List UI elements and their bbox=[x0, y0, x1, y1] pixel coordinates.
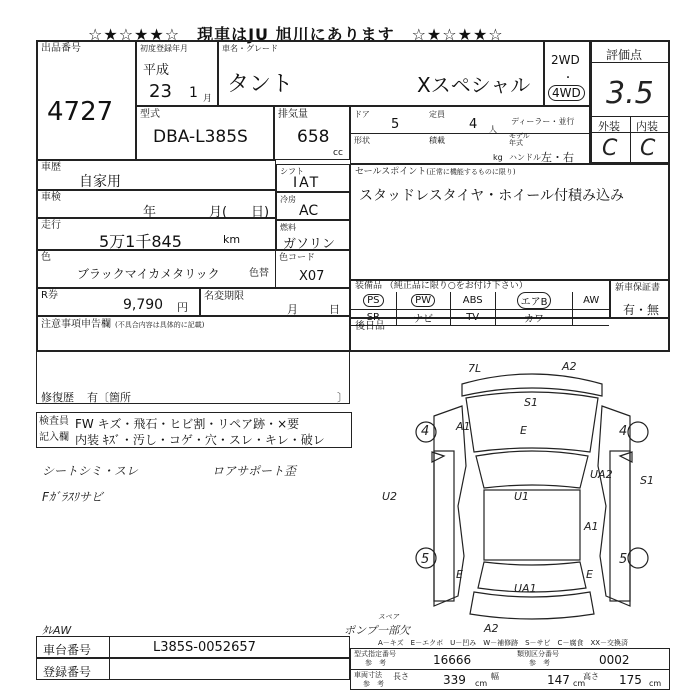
equip-tv: TV bbox=[450, 310, 495, 326]
guarantee-value: 有・無 bbox=[623, 303, 660, 317]
doors-label: ドア bbox=[354, 110, 370, 119]
model-year-label: モデル 年式 bbox=[509, 132, 530, 147]
model-label: 型式 bbox=[140, 109, 160, 120]
size-h-value: 175 bbox=[619, 673, 642, 687]
equip-aw: AW bbox=[573, 292, 609, 310]
color-swap-label: 色替 bbox=[249, 268, 269, 279]
registration-month-unit: 月 bbox=[203, 94, 213, 104]
history-box bbox=[36, 160, 276, 190]
chassis-label: 車台番号 bbox=[43, 643, 92, 657]
equipment-label: 装備品 （純正品に限り○をお付け下さい） bbox=[355, 281, 528, 291]
mark-5-right: 5 bbox=[619, 552, 628, 567]
mark-ua1: UA1 bbox=[514, 582, 537, 595]
mark-s1-hood: S1 bbox=[524, 396, 538, 409]
lot-box bbox=[36, 40, 136, 160]
mark-s1-side: S1 bbox=[640, 474, 654, 487]
fuel-label: 燃料 bbox=[280, 223, 296, 232]
size-len-label: 長さ bbox=[393, 672, 409, 681]
shift-label: シフト bbox=[280, 167, 304, 176]
doors-value: 5 bbox=[391, 117, 400, 132]
score-int: C bbox=[640, 136, 656, 161]
inspector-row-2: 内装 ｷｽﾞ・汚し・コゲ・穴・スレ・キレ・破レ bbox=[75, 433, 325, 447]
ref-type-value: 16666 bbox=[433, 653, 472, 667]
history-label: 車歴 bbox=[41, 162, 61, 173]
shift-value: IAT bbox=[293, 175, 321, 191]
inspection-year-unit: 年 bbox=[143, 205, 157, 220]
chassis-value: L385S-0052657 bbox=[153, 640, 256, 655]
drive-4wd-circled: 4WD bbox=[548, 85, 585, 101]
fuel-value: ガソリン bbox=[283, 237, 336, 252]
registration-label: 初度登録年月 bbox=[140, 44, 188, 53]
size-sub: 参 考 bbox=[363, 680, 384, 688]
score-ext: C bbox=[602, 136, 618, 161]
size-w-value: 147 bbox=[547, 673, 570, 687]
mark-e-right-rear: E bbox=[586, 568, 593, 581]
size-h-label: 高さ bbox=[583, 672, 599, 681]
equip-airbag: エアB bbox=[495, 292, 573, 310]
handwritten-note-pump: ポンプ一部欠 bbox=[344, 624, 410, 637]
inspection-day-unit: 日) bbox=[251, 205, 270, 220]
history-value: 自家用 bbox=[79, 174, 121, 190]
equip-abs: ABS bbox=[450, 292, 495, 310]
spec-box bbox=[350, 106, 590, 164]
handle-value: 左・右 bbox=[541, 151, 574, 164]
recycle-box bbox=[36, 288, 200, 316]
sales-box bbox=[350, 164, 670, 280]
notes-label-sub: (不具合内容は具体的に記載) bbox=[115, 321, 205, 329]
color-code-label: 色コード bbox=[279, 253, 316, 263]
drive-sep: ・ bbox=[563, 73, 573, 84]
ref-cat-sub: 参 考 bbox=[529, 659, 550, 667]
equip-ps: PS bbox=[351, 292, 396, 310]
load-label: 積載 bbox=[429, 136, 445, 145]
displacement-unit: cc bbox=[333, 148, 343, 158]
color-box bbox=[36, 250, 350, 288]
ref-cat-value: 0002 bbox=[599, 653, 630, 667]
inspector-box bbox=[36, 412, 352, 448]
recycle-value: 9,790 bbox=[123, 297, 164, 313]
handle-label: ハンドル bbox=[509, 153, 541, 162]
later-label: 後日品 bbox=[355, 321, 385, 332]
inspection-label: 車検 bbox=[41, 192, 61, 203]
dealer-label: ディーラー・並行 bbox=[511, 117, 575, 126]
size-h-unit: cm bbox=[649, 679, 662, 688]
handwritten-note-aw: ﾀﾚAW bbox=[42, 624, 72, 637]
later-box bbox=[350, 318, 670, 352]
score-value: 3.5 bbox=[606, 76, 654, 111]
equip-pw: PW bbox=[396, 292, 450, 310]
mark-a2-top: A2 bbox=[562, 360, 577, 373]
aircon-box bbox=[276, 192, 350, 220]
capacity-value: 4 bbox=[469, 117, 478, 132]
shape-label: 形状 bbox=[354, 136, 370, 145]
score-int-label: 内装 bbox=[636, 120, 658, 133]
size-label: 車両寸法 bbox=[354, 671, 382, 679]
color-label: 色 bbox=[41, 252, 51, 263]
ref-cat-label: 類別区分番号 bbox=[517, 650, 559, 658]
notes-box bbox=[36, 316, 350, 404]
score-label: 評価点 bbox=[606, 48, 643, 62]
mark-a1-right: A1 bbox=[584, 520, 599, 533]
inspection-box bbox=[36, 190, 276, 218]
car-box bbox=[218, 40, 544, 106]
lot-label: 出品番号 bbox=[41, 43, 81, 54]
ref-box bbox=[350, 648, 670, 690]
mark-4-right: 4 bbox=[619, 424, 628, 439]
aircon-value: AC bbox=[299, 203, 319, 219]
transfer-box bbox=[200, 288, 350, 316]
drive-box bbox=[544, 40, 590, 106]
mark-ua2: UA2 bbox=[590, 468, 613, 481]
mark-spare: スペア bbox=[378, 613, 399, 621]
car-label: 車名・グレード bbox=[222, 44, 278, 53]
equip-leather: カワ bbox=[495, 310, 573, 326]
equipment-box bbox=[350, 280, 610, 325]
color-code: X07 bbox=[299, 269, 325, 284]
mileage-unit: km bbox=[223, 233, 241, 246]
color-value: ブラックマイカメタリック bbox=[77, 267, 220, 281]
header-banner: ☆★☆★★☆ 現車はJU 旭川にあります ☆★☆★★☆ bbox=[88, 25, 504, 44]
reg-no-label: 登録番号 bbox=[43, 665, 92, 679]
sales-value: スタッドレスタイヤ・ホイール付積み込み bbox=[359, 188, 625, 204]
recycle-label: R券 bbox=[41, 290, 58, 301]
fuel-box bbox=[276, 220, 350, 250]
mark-e-front: E bbox=[520, 424, 527, 437]
capacity-unit: 人 bbox=[489, 125, 497, 134]
sales-label-text: セールスポイント bbox=[355, 167, 427, 177]
damage-legend: A－キズ E－エクボ U－凹み W－補修跡 S－サビ C－腐食 XX－交換済 bbox=[378, 639, 629, 647]
sales-label-sub: (正常に機能するものに限り) bbox=[426, 168, 516, 176]
equip-navi: ナビ bbox=[396, 310, 450, 326]
chassis-box bbox=[36, 636, 350, 658]
inspector-row-1: FW キズ・飛石・ヒビ割・リペア跡・×要 bbox=[75, 417, 300, 431]
repair-value: 有〔箇所 bbox=[87, 391, 131, 404]
registration-year: 23 bbox=[149, 81, 172, 102]
recycle-unit: 円 bbox=[177, 301, 188, 314]
transfer-label: 名変期限 bbox=[204, 291, 244, 302]
ref-type-sub: 参 考 bbox=[365, 659, 386, 667]
score-box bbox=[590, 40, 670, 164]
mileage-value: 5万1千845 bbox=[99, 232, 182, 251]
equip-sr: SR bbox=[351, 310, 396, 326]
notes-label bbox=[41, 320, 204, 330]
transfer-day-unit: 日 bbox=[329, 303, 340, 316]
inspector-label-1: 検査員 bbox=[39, 416, 69, 427]
mark-5-left: 5 bbox=[421, 552, 430, 567]
handwritten-note-seat: シートシミ・スレ bbox=[42, 464, 139, 478]
handwritten-note-support: ロアサポート歪 bbox=[212, 464, 297, 478]
ref-type-label: 型式指定番号 bbox=[354, 650, 396, 658]
drive-2wd: 2WD bbox=[551, 53, 580, 67]
capacity-label: 定員 bbox=[429, 110, 445, 119]
repair-close: 〕 bbox=[337, 391, 348, 404]
mark-u2: U2 bbox=[382, 490, 398, 503]
shift-box bbox=[276, 164, 350, 192]
guarantee-box bbox=[610, 280, 670, 318]
car-name: タント bbox=[227, 72, 294, 97]
displacement-box bbox=[274, 106, 350, 160]
displacement-value: 658 bbox=[297, 127, 330, 147]
model-value: DBA-L385S bbox=[153, 127, 248, 147]
inspector-label-2: 記入欄 bbox=[39, 432, 69, 443]
mark-a1-fender: A1 bbox=[456, 420, 471, 433]
inspection-month-unit: 月( bbox=[209, 205, 228, 220]
reg-no-box bbox=[36, 658, 350, 680]
registration-era: 平成 bbox=[143, 63, 170, 78]
car-grade: Xスペシャル bbox=[417, 73, 531, 97]
size-len-value: 339 bbox=[443, 673, 466, 687]
mark-u1-roof: U1 bbox=[514, 490, 530, 503]
mark-e-left-rear: E bbox=[456, 568, 463, 581]
lot-number: 4727 bbox=[47, 97, 114, 127]
repair-label: 修復歴 bbox=[41, 391, 74, 404]
mark-4-left: 4 bbox=[421, 424, 430, 439]
size-w-label: 幅 bbox=[491, 672, 499, 681]
mileage-label: 走行 bbox=[41, 220, 61, 231]
notes-label-text: 注意事項申告欄 bbox=[41, 319, 111, 330]
aircon-label: 冷房 bbox=[280, 195, 296, 204]
mileage-box bbox=[36, 218, 276, 250]
displacement-label: 排気量 bbox=[278, 109, 308, 120]
drive-4wd bbox=[548, 85, 585, 101]
load-unit: kg bbox=[493, 153, 503, 162]
guarantee-label: 新車保証書 bbox=[615, 283, 661, 293]
registration-box bbox=[136, 40, 218, 106]
mark-7l: 7L bbox=[468, 362, 482, 375]
transfer-month-unit: 月 bbox=[287, 303, 298, 316]
sales-label bbox=[355, 168, 516, 177]
model-box bbox=[136, 106, 274, 160]
registration-month: 1 bbox=[189, 85, 198, 101]
mark-a2-rear: A2 bbox=[484, 622, 499, 635]
handwritten-note-glass: Fｶﾞﾗｽﾘサビ bbox=[42, 490, 103, 504]
size-len-unit: cm bbox=[475, 679, 488, 688]
size-w-unit: cm bbox=[573, 679, 586, 688]
score-ext-label: 外装 bbox=[598, 120, 620, 133]
